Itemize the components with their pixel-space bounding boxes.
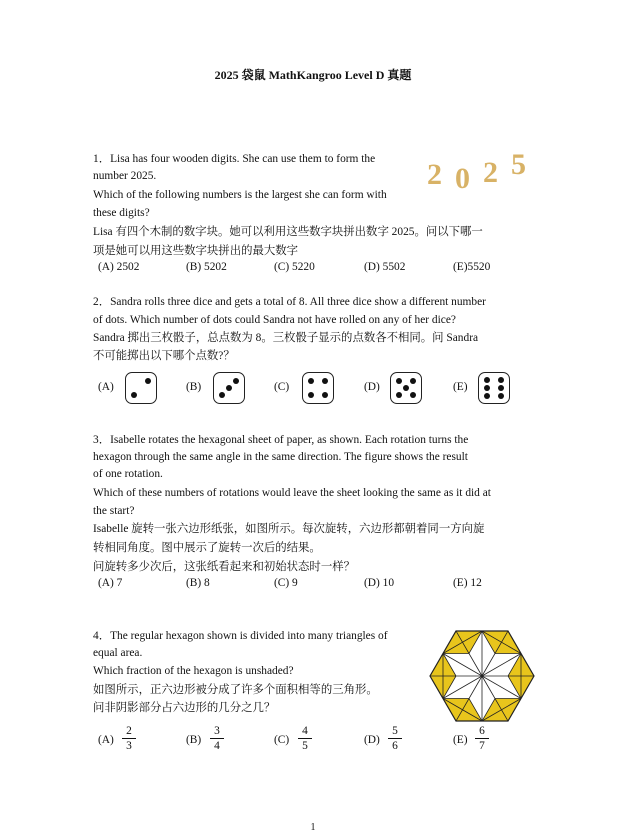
die-pip <box>410 378 416 384</box>
numerator: 3 <box>210 724 224 739</box>
q4-line: 如图所示，正六边形被分成了许多个面积相等的三角形。 <box>93 684 378 696</box>
fraction-five-sixths[interactable] <box>388 724 402 753</box>
page-number: 1 <box>310 822 316 833</box>
q4-option-e[interactable]: (E) <box>453 734 468 746</box>
die-pip <box>403 385 409 391</box>
q1-line: 项是她可以用这些数字块拼出的最大数字 <box>93 245 299 257</box>
q2-line: 不可能掷出以下哪个点数?？ <box>93 350 235 362</box>
die-pip <box>145 378 151 384</box>
die-face-six[interactable] <box>478 372 510 404</box>
die-pip <box>322 392 328 398</box>
q1-option-e[interactable]: (E)5520 <box>453 261 491 273</box>
q2-option-d[interactable]: (D) <box>364 381 380 393</box>
die-pip <box>308 392 314 398</box>
q1-line: Which of the following numbers is the largest she can form with <box>93 189 387 201</box>
denominator: 7 <box>479 740 485 752</box>
q3-line: 3．Isabelle rotates the hexagonal sheet of paper, as shown. Each rotation turns the <box>93 434 469 446</box>
q1-line: Lisa 有四个木制的数字块。她可以利用这些数字块拼出数字 2025。问以下哪一 <box>93 226 483 238</box>
die-pip <box>219 392 225 398</box>
die-pip <box>396 392 402 398</box>
q2-line: 2．Sandra rolls three dice and gets a total of 8. All three dice show a different number <box>93 296 486 308</box>
numerator: 5 <box>388 724 402 739</box>
q3-line: 问旋转多少次后，这张纸看起来和初始状态时一样？ <box>93 561 355 573</box>
q4-option-a[interactable]: (A) <box>98 734 114 746</box>
die-pip <box>498 385 504 391</box>
q3-line: the start? <box>93 505 135 517</box>
q3-line: Isabelle 旋转一张六边形纸张，如图所示。每次旋转，六边形都朝着同一方向旋 <box>93 523 485 535</box>
die-face-three[interactable] <box>213 372 245 404</box>
q2-option-b[interactable]: (B) <box>186 381 202 393</box>
die-face-two[interactable] <box>125 372 157 404</box>
q3-line: Which of these numbers of rotations would leave the sheet looking the same as it did at <box>93 487 491 499</box>
die-pip <box>131 392 137 398</box>
die-pip <box>226 385 232 391</box>
q1-option-c[interactable]: (C) 5220 <box>274 261 315 273</box>
q4-line: Which fraction of the hexagon is unshaded? <box>93 665 294 677</box>
q3-option-d[interactable]: (D) 10 <box>364 577 395 589</box>
die-pip <box>233 378 239 384</box>
die-pip <box>498 393 504 399</box>
q1-option-d[interactable]: (D) 5502 <box>364 261 406 273</box>
q3-line: 转相同角度。图中展示了旋转一次后的结果。 <box>93 542 321 554</box>
q1-line: number 2025. <box>93 170 157 182</box>
denominator: 5 <box>302 740 308 752</box>
fraction-six-sevenths[interactable] <box>475 724 489 753</box>
q4-line: 问非阴影部分占六边形的几分之几？ <box>93 702 276 714</box>
numerator: 2 <box>122 724 136 739</box>
q1-option-b[interactable]: (B) 5202 <box>186 261 227 273</box>
q3-option-e[interactable]: (E) 12 <box>453 577 482 589</box>
numerator: 6 <box>475 724 489 739</box>
die-pip <box>484 377 490 383</box>
die-pip <box>410 392 416 398</box>
year-2025-logo <box>425 148 535 195</box>
q3-option-c[interactable]: (C) 9 <box>274 577 298 589</box>
q4-line: equal area. <box>93 647 143 659</box>
die-pip <box>484 385 490 391</box>
die-pip <box>308 378 314 384</box>
logo-digit: 0 <box>455 162 470 195</box>
logo-digit: 2 <box>427 158 442 191</box>
die-pip <box>498 377 504 383</box>
denominator: 6 <box>392 740 398 752</box>
q2-line: Sandra 掷出三枚骰子，总点数为 8。三枚骰子显示的点数各不相同。问 Sandra <box>93 332 479 344</box>
q2-option-e[interactable]: (E) <box>453 381 468 393</box>
q2-line: of dots. Which number of dots could Sandra not have rolled on any of her dice? <box>93 314 456 326</box>
q4-option-d[interactable]: (D) <box>364 734 380 746</box>
q3-option-a[interactable]: (A) 7 <box>98 577 123 589</box>
hexagon-figure <box>426 624 538 728</box>
die-face-five[interactable] <box>390 372 422 404</box>
fraction-three-quarters[interactable] <box>210 724 224 753</box>
logo-digit: 5 <box>511 148 526 181</box>
fraction-four-fifths[interactable] <box>298 724 312 753</box>
page-title: 2025 袋鼠 MathKangroo Level D 真题 <box>214 68 412 82</box>
q3-line: hexagon through the same angle in the same direction. The figure shows the result <box>93 451 468 463</box>
die-face-four[interactable] <box>302 372 334 404</box>
q4-option-c[interactable]: (C) <box>274 734 290 746</box>
q4-option-b[interactable]: (B) <box>186 734 202 746</box>
die-pip <box>484 393 490 399</box>
fraction-two-thirds[interactable] <box>122 724 136 753</box>
q2-option-a[interactable]: (A) <box>98 381 114 393</box>
q4-line: 4．The regular hexagon shown is divided into many triangles of <box>93 630 388 642</box>
denominator: 3 <box>126 740 132 752</box>
die-pip <box>396 378 402 384</box>
numerator: 4 <box>298 724 312 739</box>
denominator: 4 <box>214 740 220 752</box>
q3-line: of one rotation. <box>93 468 163 480</box>
die-pip <box>322 378 328 384</box>
q1-line: these digits? <box>93 207 150 219</box>
q1-option-a[interactable]: (A) 2502 <box>98 261 140 273</box>
q2-option-c[interactable]: (C) <box>274 381 290 393</box>
logo-digit: 2 <box>483 156 498 189</box>
q3-option-b[interactable]: (B) 8 <box>186 577 210 589</box>
q1-line: 1．Lisa has four wooden digits. She can use them to form the <box>93 153 376 165</box>
